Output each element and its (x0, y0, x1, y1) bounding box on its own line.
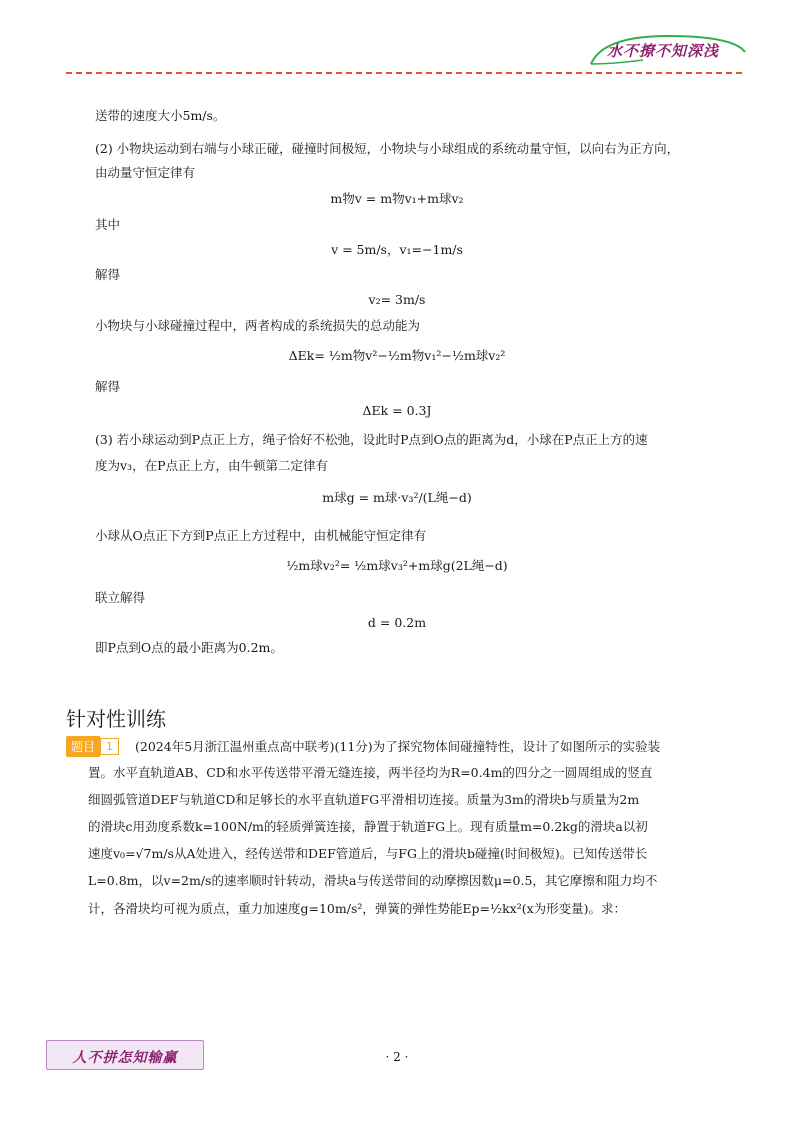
problem-line: L=0.8m，以v=2m/s的速率顺时针转动，滑块a与传送带间的动摩擦因数μ=0.5，其它摩擦和阻力均不 (88, 873, 658, 888)
problem-tag (66, 737, 119, 756)
equation-newton: m球g = m球·v₃²/(L绳−d) (322, 490, 472, 505)
equation-v2: v₂= 3m/s (368, 292, 426, 307)
problem-line: 的滑块c用劲度系数k=100N/m的轻质弹簧连接，静置于轨道FG上。现有质量m=0.2kg的滑块a以初 (88, 819, 648, 834)
text-line: 由动量守恒定律有 (95, 165, 196, 180)
header-divider (66, 72, 742, 74)
problem-line: 细圆弧管道DEF与轨道CD和足够长的水平直轨道FG平滑相切连接。质量为3m的滑块b与质量为2m (88, 792, 640, 807)
text-line: 小球从O点正下方到P点正上方过程中，由机械能守恒定律有 (95, 528, 427, 543)
equation-momentum: m物v = m物v₁+m球v₂ (330, 191, 464, 206)
problem-line: 计，各滑块均可视为质点，重力加速度g=10m/s²，弹簧的弹性势能Ep=½kx²(x为形变量)。求： (88, 901, 627, 916)
text-line: 送带的速度大小5m/s。 (95, 108, 226, 123)
text-line: 度为v₃，在P点正上方，由牛顿第二定律有 (95, 458, 328, 473)
problem-tag-number: 1 (100, 738, 119, 755)
equation-values: v = 5m/s，v₁=−1m/s (331, 242, 463, 257)
problem-line: (2024年5月浙江温州重点高中联考)(11分)为了探究物体间碰撞特性，设计了如图所示的实验装 (135, 739, 661, 754)
page-number: · 2 · (385, 1050, 409, 1064)
text-line: 联立解得 (95, 590, 146, 605)
equation-energy-loss: ΔEk= ½m物v²−½m物v₁²−½m球v₂² (288, 348, 506, 363)
text-line: 小物块与小球碰撞过程中，两者构成的系统损失的总动能为 (95, 318, 421, 333)
equation-energy-conservation: ½m球v₂²= ½m球v₃²+m球g(2L绳−d) (286, 558, 508, 573)
text-line: 解得 (95, 267, 121, 282)
problem-tag-label: 题目 (66, 736, 100, 757)
section-title: 针对性训练 (66, 707, 166, 731)
header-motto: 水不撩不知深浅 (607, 42, 720, 60)
text-line: (2) 小物块运动到右端与小球正碰，碰撞时间极短，小物块与小球组成的系统动量守恒，以向右为正方向， (95, 141, 680, 156)
footer-motto: 人不拼怎知输赢 (72, 1050, 178, 1066)
problem-line: 置。水平直轨道AB、CD和水平传送带平滑无缝连接，两半径均为R=0.4m的四分之一圆周组成的竖直 (88, 765, 653, 780)
text-line: 解得 (95, 379, 121, 394)
equation-energy-result: ΔEk = 0.3J (362, 403, 432, 418)
text-line: 即P点到O点的最小距离为0.2m。 (95, 640, 283, 655)
equation-d: d = 0.2m (367, 615, 427, 630)
header-motto-badge (583, 30, 753, 70)
text-line: (3) 若小球运动到P点正上方，绳子恰好不松弛，设此时P点到O点的距离为d，小球在P点正上方的速 (95, 432, 648, 447)
text-line: 其中 (95, 217, 121, 232)
problem-line: 速度v₀=√7m/s从A处进入，经传送带和DEF管道后，与FG上的滑块b碰撞(时间极短)。已知传送带长 (88, 846, 648, 861)
